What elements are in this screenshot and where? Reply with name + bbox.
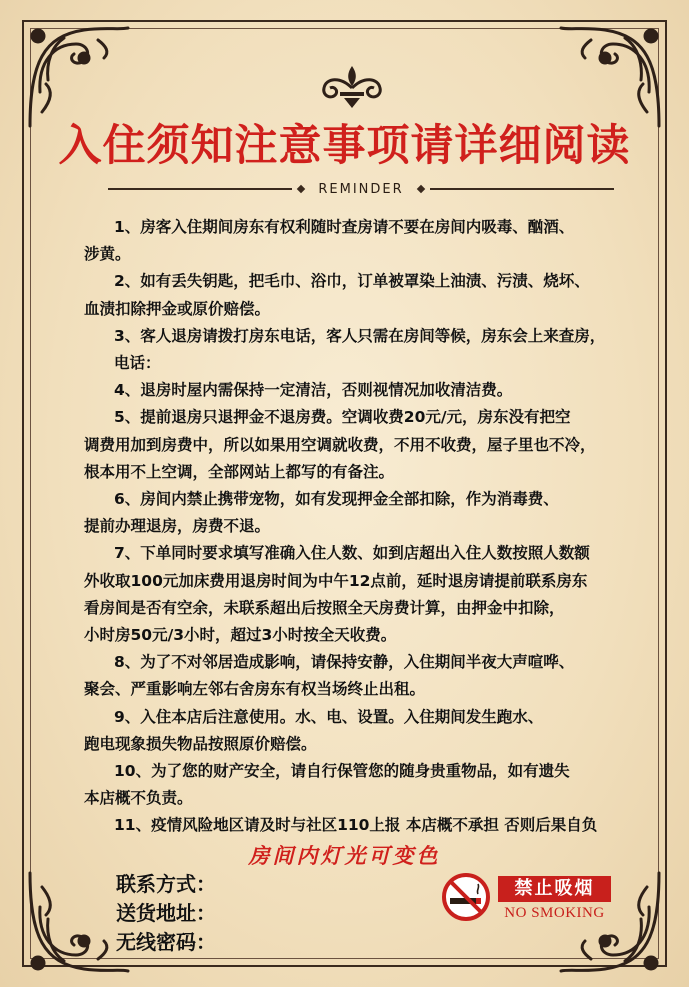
rules-list xyxy=(84,214,646,840)
rule-line: 8、为了不对邻居造成影响，请保持安静，入住期间半夜大声喧哗、 xyxy=(114,653,575,672)
rule-line: 看房间是否有空余，未联系超出后按照全天房费计算，由押金中扣除， xyxy=(84,598,565,617)
rule-line: 根本用不上空调，全部网站上都写的有备注。 xyxy=(84,462,395,481)
rule-item xyxy=(84,704,646,758)
rule-item xyxy=(84,214,646,268)
no-smoking-icon xyxy=(441,872,491,922)
fleur-ornament-icon xyxy=(310,62,394,112)
divider-diamond-icon xyxy=(297,185,305,193)
wifi-password-label: 无线密码： xyxy=(116,930,216,954)
rule-line: 涉黄。 xyxy=(84,245,131,264)
no-smoking-label: 禁止吸烟 xyxy=(498,876,611,902)
rule-item xyxy=(84,377,646,404)
rule-line: 小时房50元/3小时，超过3小时按全天收费。 xyxy=(84,626,397,645)
rule-item xyxy=(84,268,646,322)
rule-line: 4、退房时屋内需保持一定清洁，否则视情况加收清洁费。 xyxy=(114,381,513,400)
rule-line: 2、如有丢失钥匙，把毛巾、浴巾，订单被罩染上油渍、污渍、烧坏、 xyxy=(114,272,590,291)
rule-item xyxy=(84,649,646,703)
rule-line: 7、下单同时要求填写准确入住人数、如到店超出入住人数按照人数额 xyxy=(114,544,590,563)
rule-item xyxy=(84,404,646,486)
rule-line: 11、疫情风险地区请及时与社区110上报 本店概不承担 否则后果自负 xyxy=(114,816,598,835)
rule-line: 本店概不负责。 xyxy=(84,789,193,808)
rule-line: 3、客人退房请拨打房东电话，客人只需在房间等候，房东会上来查房， xyxy=(114,326,606,345)
no-smoking-english: NO SMOKING xyxy=(504,905,605,921)
rule-line: 1、房客入住期间房东有权利随时查房请不要在房间内吸毒、酗酒、 xyxy=(114,218,575,236)
rule-line: 聚会、严重影响左邻右舍房东有权当场终止出租。 xyxy=(84,680,426,699)
reminder-subtitle: REMINDER xyxy=(318,181,404,197)
rule-line: 电话： xyxy=(114,354,161,373)
rule-line: 5、提前退房只退押金不退房费。空调收费20元/元，房东没有把空 xyxy=(114,408,571,427)
rule-line: 血渍扣除押金或原价赔偿。 xyxy=(84,299,271,318)
divider-line xyxy=(108,188,292,190)
rule-item xyxy=(84,323,646,377)
page-title: 入住须知注意事项请详细阅读 xyxy=(58,121,631,171)
rule-line: 6、房间内禁止携带宠物，如有发现押金全部扣除，作为消毒费、 xyxy=(114,490,559,509)
light-color-note: 房间内灯光可变色 xyxy=(248,843,441,868)
delivery-address-label: 送货地址： xyxy=(116,901,216,925)
reminder-divider xyxy=(108,178,614,200)
rule-item xyxy=(84,540,646,649)
contact-block xyxy=(116,870,216,957)
rule-item xyxy=(84,812,646,839)
divider-diamond-icon xyxy=(416,185,424,193)
rule-line: 9、入住本店后注意使用。水、电、设置。入住期间发生跑水、 xyxy=(114,707,544,726)
rule-line: 10、为了您的财产安全，请自行保管您的随身贵重物品，如有遗失 xyxy=(114,762,570,781)
rule-item xyxy=(84,758,646,812)
rule-line: 跑电现象损失物品按照原价赔偿。 xyxy=(84,734,317,753)
rule-item xyxy=(84,486,646,540)
contact-method-label: 联系方式： xyxy=(116,872,216,896)
rule-line: 外收取100元加床费用退房时间为中午12点前，延时退房请提前联系房东 xyxy=(84,571,588,590)
rule-line: 提前办理退房，房费不退。 xyxy=(84,517,271,536)
divider-line xyxy=(430,188,614,190)
rule-line: 调费用加到房费中，所以如果用空调就收费，不用不收费，屋子里也不冷， xyxy=(84,435,596,454)
